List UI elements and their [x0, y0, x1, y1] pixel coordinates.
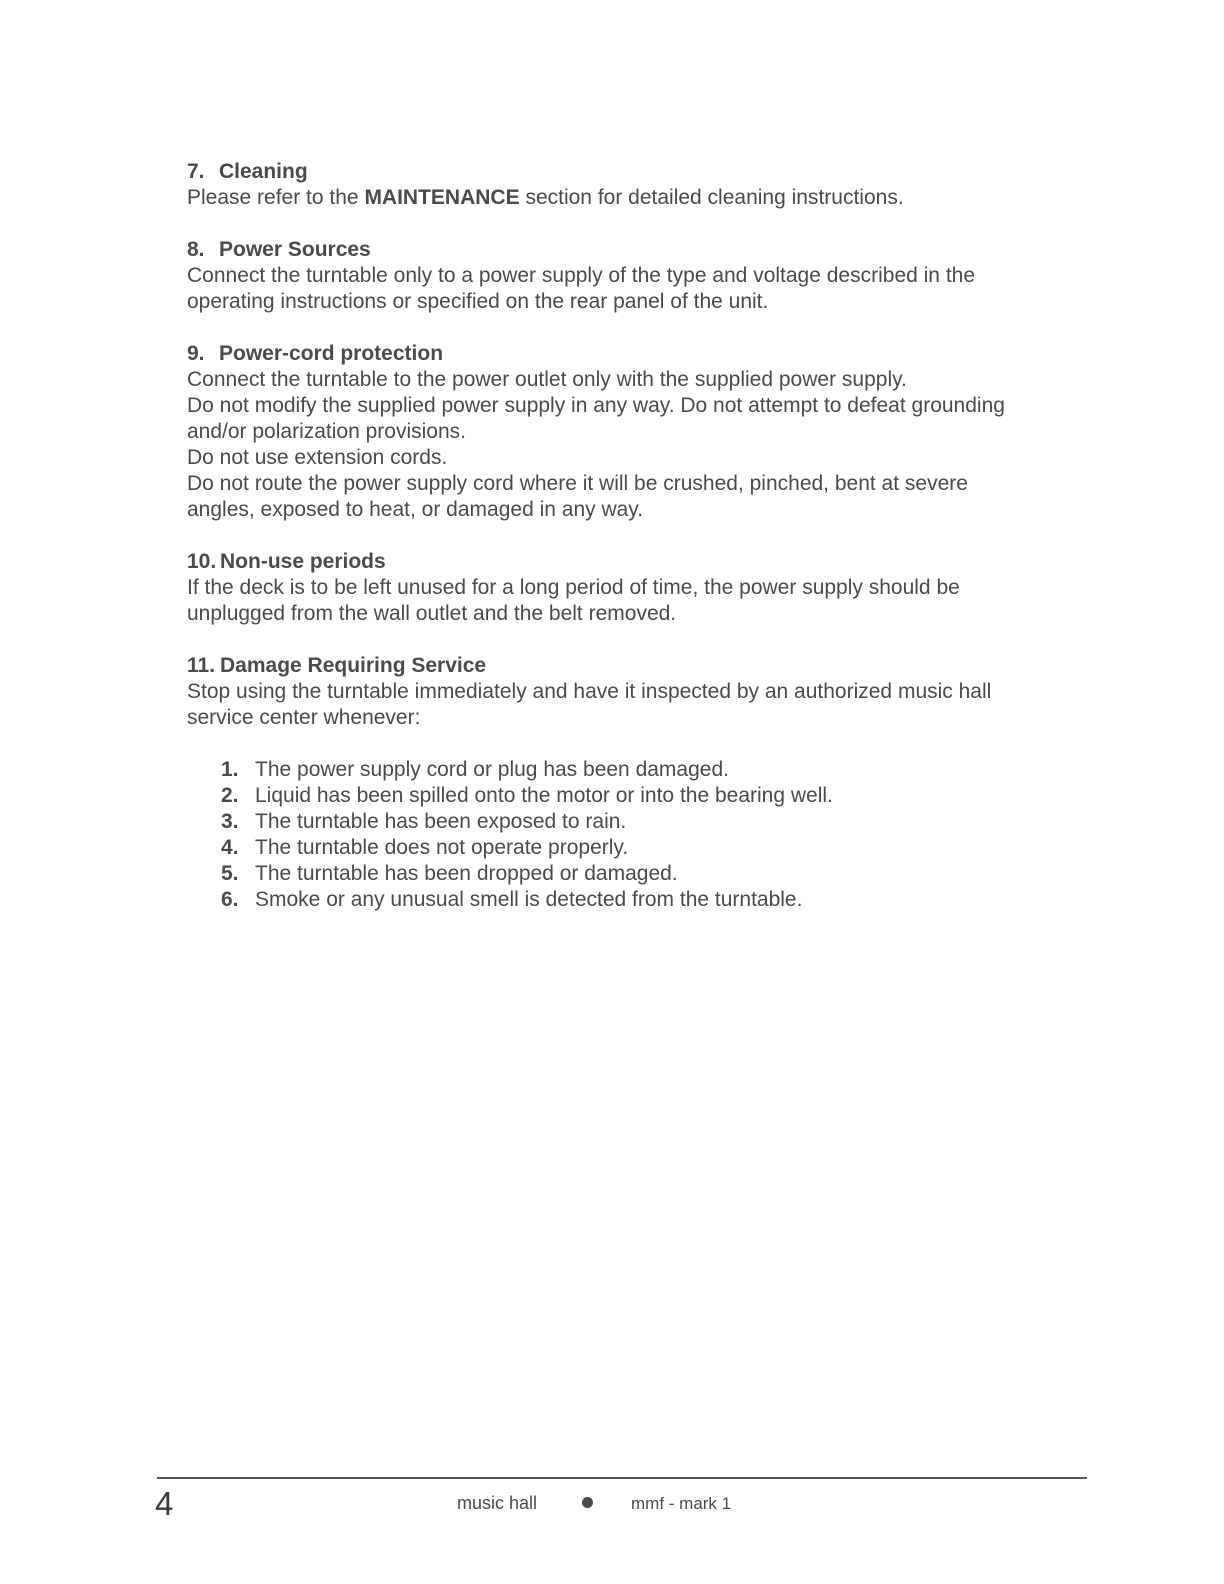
section-paragraph: Do not modify the supplied power supply in any way. Do not attempt to defeat grounding and/or polarization provisions. — [187, 394, 1005, 443]
paragraph-text: Please refer to the — [187, 186, 365, 209]
list-item-number: 6. — [221, 888, 239, 911]
list-item-text: The turntable has been exposed to rain. — [255, 810, 627, 833]
list-item-number: 2. — [221, 784, 239, 807]
damage-list — [221, 757, 1027, 913]
list-item — [221, 861, 1027, 887]
section-non-use-periods — [187, 549, 1027, 627]
section-heading — [187, 237, 1027, 263]
maintenance-emphasis: MAINTENANCE — [364, 186, 520, 209]
section-title: Damage Requiring Service — [220, 654, 487, 677]
section-title: Power-cord protection — [219, 342, 444, 365]
section-paragraph: Do not route the power supply cord where it will be crushed, pinched, bent at severe angles, exposed to heat, or damaged in any way. — [187, 472, 968, 521]
section-heading — [187, 653, 1027, 679]
section-power-cord-protection — [187, 341, 1027, 523]
section-paragraph: Connect the turntable to the power outlet only with the supplied power supply. — [187, 368, 907, 391]
list-item — [221, 783, 1027, 809]
section-damage-requiring-service — [187, 653, 1027, 913]
list-item-text: The power supply cord or plug has been damaged. — [255, 758, 729, 781]
section-paragraph: Do not use extension cords. — [187, 446, 448, 469]
paragraph-text: section for detailed cleaning instructions. — [519, 186, 904, 209]
section-title: Cleaning — [219, 160, 308, 183]
list-item — [221, 809, 1027, 835]
list-item-text: The turntable has been dropped or damaged. — [255, 862, 678, 885]
footer-divider — [157, 1477, 1087, 1479]
list-item-number: 1. — [221, 758, 239, 781]
section-number: 10. — [187, 550, 217, 573]
section-heading — [187, 549, 1027, 575]
footer-brand: music hall — [457, 1493, 538, 1513]
section-heading — [187, 159, 1027, 185]
section-paragraph: If the deck is to be left unused for a long period of time, the power supply should be unplugged from the wall outlet and the belt removed. — [187, 576, 960, 625]
section-number: 8. — [187, 238, 205, 261]
section-number: 7. — [187, 160, 205, 183]
section-power-sources — [187, 237, 1027, 315]
list-item — [221, 887, 1027, 913]
section-paragraph: Connect the turntable only to a power supply of the type and voltage described in the operating instructions or specified on the rear panel of the unit. — [187, 264, 976, 313]
list-item-text: Liquid has been spilled onto the motor or into the bearing well. — [255, 784, 833, 807]
list-item-number: 5. — [221, 862, 239, 885]
section-paragraph — [187, 185, 1027, 211]
section-paragraph: Stop using the turntable immediately and have it inspected by an authorized music hall service center whenever: — [187, 680, 992, 729]
section-cleaning — [187, 159, 1027, 211]
section-number: 11. — [187, 654, 216, 677]
section-title: Power Sources — [219, 238, 371, 261]
section-heading — [187, 341, 1027, 367]
list-item-text: The turntable does not operate properly. — [255, 836, 629, 859]
footer-model: mmf - mark 1 — [631, 1494, 732, 1513]
list-item-number: 4. — [221, 836, 239, 859]
list-item-text: Smoke or any unusual smell is detected from the turntable. — [255, 888, 803, 911]
page-number: 4 — [155, 1485, 174, 1522]
list-item — [221, 835, 1027, 861]
page-content — [187, 159, 1027, 939]
list-item — [221, 757, 1027, 783]
list-item-number: 3. — [221, 810, 239, 833]
section-title: Non-use periods — [220, 550, 386, 573]
bullet-icon — [582, 1497, 593, 1508]
section-number: 9. — [187, 342, 205, 365]
